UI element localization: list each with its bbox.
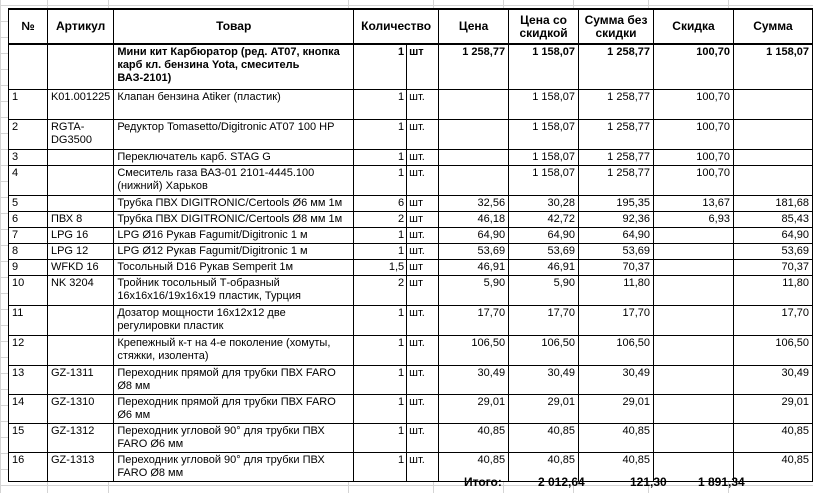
cell-row-number[interactable]: 1: [9, 89, 48, 119]
table-row: [9, 89, 813, 119]
table-row: [9, 165, 813, 195]
cell-sum-no-discount[interactable]: 1 258,77: [579, 89, 654, 119]
cell-price[interactable]: 64,90: [439, 227, 509, 243]
col-header-discount-price[interactable]: Цена со скидкой: [509, 9, 579, 44]
cell-unit[interactable]: шт.: [407, 149, 439, 165]
cell-unit[interactable]: шт: [407, 211, 439, 227]
cell-quantity[interactable]: 1: [354, 365, 407, 394]
totals-sum-no-discount[interactable]: 2 012,64: [538, 475, 585, 489]
cell-discount[interactable]: 13,67: [654, 195, 734, 211]
cell-product-name[interactable]: Переходник прямой для трубки ПВХ FARO Ø6 мм: [114, 394, 354, 423]
cell-product-name[interactable]: Переходник угловой 90° для трубки ПВХ FARO Ø6 мм: [114, 423, 354, 452]
cell-article-code[interactable]: NK 3204: [47, 275, 113, 305]
cell-unit[interactable]: шт: [407, 275, 439, 305]
cell-price[interactable]: [439, 119, 509, 149]
cell-product-name[interactable]: Переходник прямой для трубки ПВХ FARO Ø8 мм: [114, 365, 354, 394]
cell-discount-price[interactable]: 30,28: [509, 195, 579, 211]
cell-article-code[interactable]: [47, 44, 113, 89]
table-row: [9, 259, 813, 275]
cell-row-number[interactable]: 4: [9, 165, 48, 195]
cell-quantity[interactable]: 2: [354, 211, 407, 227]
cell-discount[interactable]: 100,70: [654, 165, 734, 195]
col-header-product[interactable]: Товар: [114, 9, 354, 44]
cell-discount-price[interactable]: 40,85: [509, 423, 579, 452]
cell-sum[interactable]: 29,01: [733, 394, 812, 423]
cell-discount[interactable]: [654, 259, 734, 275]
cell-unit[interactable]: шт: [407, 195, 439, 211]
totals-label: Итого:: [464, 475, 502, 489]
cell-sum-no-discount[interactable]: 40,85: [579, 452, 654, 481]
cell-article-code[interactable]: ПВХ 8: [47, 211, 113, 227]
cell-quantity[interactable]: 1: [354, 149, 407, 165]
cell-article-code[interactable]: [47, 165, 113, 195]
cell-discount[interactable]: 100,70: [654, 89, 734, 119]
cell-discount-price[interactable]: 64,90: [509, 227, 579, 243]
cell-sum-no-discount[interactable]: 11,80: [579, 275, 654, 305]
cell-price[interactable]: 40,85: [439, 423, 509, 452]
table-row: [9, 275, 813, 305]
cell-discount[interactable]: 100,70: [654, 149, 734, 165]
cell-unit[interactable]: шт.: [407, 452, 439, 481]
cell-discount[interactable]: [654, 394, 734, 423]
col-header-quantity[interactable]: Количество: [354, 9, 439, 44]
cell-article-code[interactable]: [47, 195, 113, 211]
cell-price[interactable]: [439, 165, 509, 195]
cell-unit[interactable]: шт.: [407, 335, 439, 365]
table-row: [9, 423, 813, 452]
cell-sum[interactable]: [733, 165, 812, 195]
cell-sum-no-discount[interactable]: 1 258,77: [579, 165, 654, 195]
table-row: [9, 44, 813, 89]
cell-quantity[interactable]: 1: [354, 452, 407, 481]
cell-discount[interactable]: [654, 275, 734, 305]
cell-quantity[interactable]: 1: [354, 423, 407, 452]
cell-article-code[interactable]: LPG 16: [47, 227, 113, 243]
cell-discount-price[interactable]: 1 158,07: [509, 165, 579, 195]
cell-discount-price[interactable]: 30,49: [509, 365, 579, 394]
cell-quantity[interactable]: 1: [354, 119, 407, 149]
cell-sum-no-discount[interactable]: 1 258,77: [579, 149, 654, 165]
cell-sum[interactable]: 17,70: [733, 305, 812, 335]
cell-unit[interactable]: шт.: [407, 89, 439, 119]
table-row: [9, 119, 813, 149]
cell-article-code[interactable]: [47, 305, 113, 335]
cell-row-number[interactable]: 16: [9, 452, 48, 481]
cell-discount-price[interactable]: 1 158,07: [509, 89, 579, 119]
col-header-price[interactable]: Цена: [439, 9, 509, 44]
cell-discount[interactable]: [654, 335, 734, 365]
cell-quantity[interactable]: 1: [354, 89, 407, 119]
cell-row-number[interactable]: 9: [9, 259, 48, 275]
cell-quantity[interactable]: 1: [354, 227, 407, 243]
table-row: [9, 211, 813, 227]
cell-product-name[interactable]: Переходник угловой 90° для трубки ПВХ FARO Ø8 мм: [114, 452, 354, 481]
cell-discount[interactable]: 100,70: [654, 119, 734, 149]
cell-unit[interactable]: шт.: [407, 243, 439, 259]
cell-quantity[interactable]: 6: [354, 195, 407, 211]
invoice-table: [8, 8, 813, 482]
cell-row-number[interactable]: 2: [9, 119, 48, 149]
table-row: [9, 227, 813, 243]
cell-sum[interactable]: 106,50: [733, 335, 812, 365]
cell-price[interactable]: [439, 89, 509, 119]
cell-discount[interactable]: [654, 305, 734, 335]
cell-row-number[interactable]: 11: [9, 305, 48, 335]
cell-quantity[interactable]: 1: [354, 305, 407, 335]
cell-unit[interactable]: шт.: [407, 165, 439, 195]
cell-discount-price[interactable]: 1 158,07: [509, 149, 579, 165]
cell-row-number[interactable]: 8: [9, 243, 48, 259]
cell-article-code[interactable]: GZ-1310: [47, 394, 113, 423]
cell-price[interactable]: 17,70: [439, 305, 509, 335]
cell-discount-price[interactable]: 1 158,07: [509, 119, 579, 149]
cell-row-number[interactable]: 13: [9, 365, 48, 394]
cell-price[interactable]: 29,01: [439, 394, 509, 423]
cell-row-number[interactable]: 6: [9, 211, 48, 227]
cell-discount[interactable]: 100,70: [654, 44, 734, 89]
cell-sum[interactable]: [733, 149, 812, 165]
totals-sum[interactable]: 1 891,34: [698, 475, 745, 489]
cell-product-name[interactable]: Крепежный к-т на 4-е поколение (хомуты, стяжки, изолента): [114, 335, 354, 365]
table-row: [9, 365, 813, 394]
cell-product-name[interactable]: Клапан бензина Atiker (пластик): [114, 89, 354, 119]
cell-sum[interactable]: 40,85: [733, 452, 812, 481]
totals-row: [8, 473, 809, 491]
cell-sum-no-discount[interactable]: 70,37: [579, 259, 654, 275]
cell-price[interactable]: 46,91: [439, 259, 509, 275]
cell-discount-price[interactable]: 53,69: [509, 243, 579, 259]
cell-article-code[interactable]: RGTA-DG3500: [47, 119, 113, 149]
cell-unit[interactable]: шт: [407, 259, 439, 275]
cell-quantity[interactable]: 1: [354, 394, 407, 423]
cell-quantity[interactable]: 2: [354, 275, 407, 305]
cell-discount-price[interactable]: 17,70: [509, 305, 579, 335]
cell-sum-no-discount[interactable]: 1 258,77: [579, 119, 654, 149]
cell-unit[interactable]: шт.: [407, 305, 439, 335]
cell-product-name[interactable]: Мини кит Карбюратор (ред. AT07, кнопка карб кл. бензина Yota, смеситель ВАЗ-2101): [114, 44, 354, 89]
cell-discount-price[interactable]: 29,01: [509, 394, 579, 423]
totals-discount[interactable]: 121,30: [630, 475, 667, 489]
cell-product-name[interactable]: Смеситель газа ВАЗ-01 2101-4445.100 (нижний) Харьков: [114, 165, 354, 195]
cell-sum[interactable]: [733, 119, 812, 149]
cell-article-code[interactable]: K01.001225: [47, 89, 113, 119]
table-row: [9, 335, 813, 365]
table-row: [9, 149, 813, 165]
table-row: [9, 305, 813, 335]
cell-sum-no-discount[interactable]: 17,70: [579, 305, 654, 335]
cell-discount-price[interactable]: 5,90: [509, 275, 579, 305]
cell-quantity[interactable]: 1: [354, 243, 407, 259]
cell-unit[interactable]: шт.: [407, 423, 439, 452]
cell-row-number[interactable]: 10: [9, 275, 48, 305]
cell-sum[interactable]: 181,68: [733, 195, 812, 211]
cell-sum-no-discount[interactable]: 64,90: [579, 227, 654, 243]
col-header-discount[interactable]: Скидка: [654, 9, 734, 44]
cell-product-name[interactable]: Дозатор мощности 16x12x12 две регулировки пластик: [114, 305, 354, 335]
cell-unit[interactable]: шт.: [407, 394, 439, 423]
cell-row-number[interactable]: 5: [9, 195, 48, 211]
cell-sum-no-discount[interactable]: 195,35: [579, 195, 654, 211]
table-row: [9, 394, 813, 423]
cell-unit[interactable]: шт.: [407, 365, 439, 394]
cell-price[interactable]: 30,49: [439, 365, 509, 394]
cell-price[interactable]: 106,50: [439, 335, 509, 365]
cell-discount[interactable]: 6,93: [654, 211, 734, 227]
cell-discount-price[interactable]: 1 158,07: [509, 44, 579, 89]
cell-row-number[interactable]: 14: [9, 394, 48, 423]
cell-article-code[interactable]: LPG 12: [47, 243, 113, 259]
cell-discount-price[interactable]: 46,91: [509, 259, 579, 275]
cell-article-code[interactable]: GZ-1313: [47, 452, 113, 481]
col-header-number[interactable]: №: [9, 9, 48, 44]
cell-price[interactable]: 5,90: [439, 275, 509, 305]
cell-discount[interactable]: [654, 243, 734, 259]
cell-unit[interactable]: шт: [407, 44, 439, 89]
cell-discount-price[interactable]: 106,50: [509, 335, 579, 365]
cell-sum[interactable]: 11,80: [733, 275, 812, 305]
cell-unit[interactable]: шт.: [407, 119, 439, 149]
cell-discount-price[interactable]: 42,72: [509, 211, 579, 227]
cell-sum-no-discount[interactable]: 53,69: [579, 243, 654, 259]
cell-discount[interactable]: [654, 423, 734, 452]
cell-quantity[interactable]: 1: [354, 44, 407, 89]
cell-article-code[interactable]: GZ-1311: [47, 365, 113, 394]
cell-product-name[interactable]: Тосольный D16 Рукав Semperit 1м: [114, 259, 354, 275]
cell-row-number[interactable]: 7: [9, 227, 48, 243]
cell-sum-no-discount[interactable]: 92,36: [579, 211, 654, 227]
cell-sum[interactable]: [733, 89, 812, 119]
cell-product-name[interactable]: Трубка ПВХ DIGITRONIC/Certools Ø8 мм 1м: [114, 211, 354, 227]
cell-quantity[interactable]: 1: [354, 165, 407, 195]
cell-sum-no-discount[interactable]: 30,49: [579, 365, 654, 394]
cell-price[interactable]: 32,56: [439, 195, 509, 211]
cell-sum[interactable]: 70,37: [733, 259, 812, 275]
cell-article-code[interactable]: [47, 335, 113, 365]
cell-unit[interactable]: шт.: [407, 227, 439, 243]
cell-price[interactable]: 46,18: [439, 211, 509, 227]
col-header-article[interactable]: Артикул: [47, 9, 113, 44]
cell-sum[interactable]: 64,90: [733, 227, 812, 243]
header-row: [9, 9, 813, 44]
cell-discount[interactable]: [654, 227, 734, 243]
table-row: [9, 195, 813, 211]
table-row: [9, 243, 813, 259]
cell-price[interactable]: [439, 149, 509, 165]
cell-sum[interactable]: 85,43: [733, 211, 812, 227]
col-header-sum-no-discount[interactable]: Сумма без скидки: [579, 9, 654, 44]
cell-sum-no-discount[interactable]: 1 258,77: [579, 44, 654, 89]
cell-price[interactable]: 40,85: [439, 452, 509, 481]
cell-sum[interactable]: 40,85: [733, 423, 812, 452]
cell-sum[interactable]: 30,49: [733, 365, 812, 394]
cell-product-name[interactable]: Трубка ПВХ DIGITRONIC/Certools Ø6 мм 1м: [114, 195, 354, 211]
cell-sum-no-discount[interactable]: 29,01: [579, 394, 654, 423]
cell-price[interactable]: 53,69: [439, 243, 509, 259]
cell-article-code[interactable]: [47, 149, 113, 165]
cell-row-number[interactable]: 15: [9, 423, 48, 452]
cell-quantity[interactable]: 1,5: [354, 259, 407, 275]
cell-article-code[interactable]: GZ-1312: [47, 423, 113, 452]
cell-product-name[interactable]: LPG Ø12 Рукав Fagumit/Digitronic 1 м: [114, 243, 354, 259]
cell-sum[interactable]: 53,69: [733, 243, 812, 259]
cell-price[interactable]: 1 258,77: [439, 44, 509, 89]
cell-article-code[interactable]: WFKD 16: [47, 259, 113, 275]
cell-sum-no-discount[interactable]: 40,85: [579, 423, 654, 452]
cell-sum-no-discount[interactable]: 106,50: [579, 335, 654, 365]
cell-quantity[interactable]: 1: [354, 335, 407, 365]
cell-row-number[interactable]: 3: [9, 149, 48, 165]
cell-sum[interactable]: 1 158,07: [733, 44, 812, 89]
cell-discount[interactable]: [654, 365, 734, 394]
cell-product-name[interactable]: Тройник тосольный Т-образный 16x16x16/19x16x19 пластик, Турция: [114, 275, 354, 305]
cell-row-number[interactable]: 12: [9, 335, 48, 365]
cell-product-name[interactable]: LPG Ø16 Рукав Fagumit/Digitronic 1 м: [114, 227, 354, 243]
cell-product-name[interactable]: Редуктор Tomasetto/Digitronic AT07 100 HP: [114, 119, 354, 149]
cell-discount-price[interactable]: 40,85: [509, 452, 579, 481]
col-header-sum[interactable]: Сумма: [733, 9, 812, 44]
cell-product-name[interactable]: Переключатель карб. STAG G: [114, 149, 354, 165]
cell-row-number[interactable]: [9, 44, 48, 89]
